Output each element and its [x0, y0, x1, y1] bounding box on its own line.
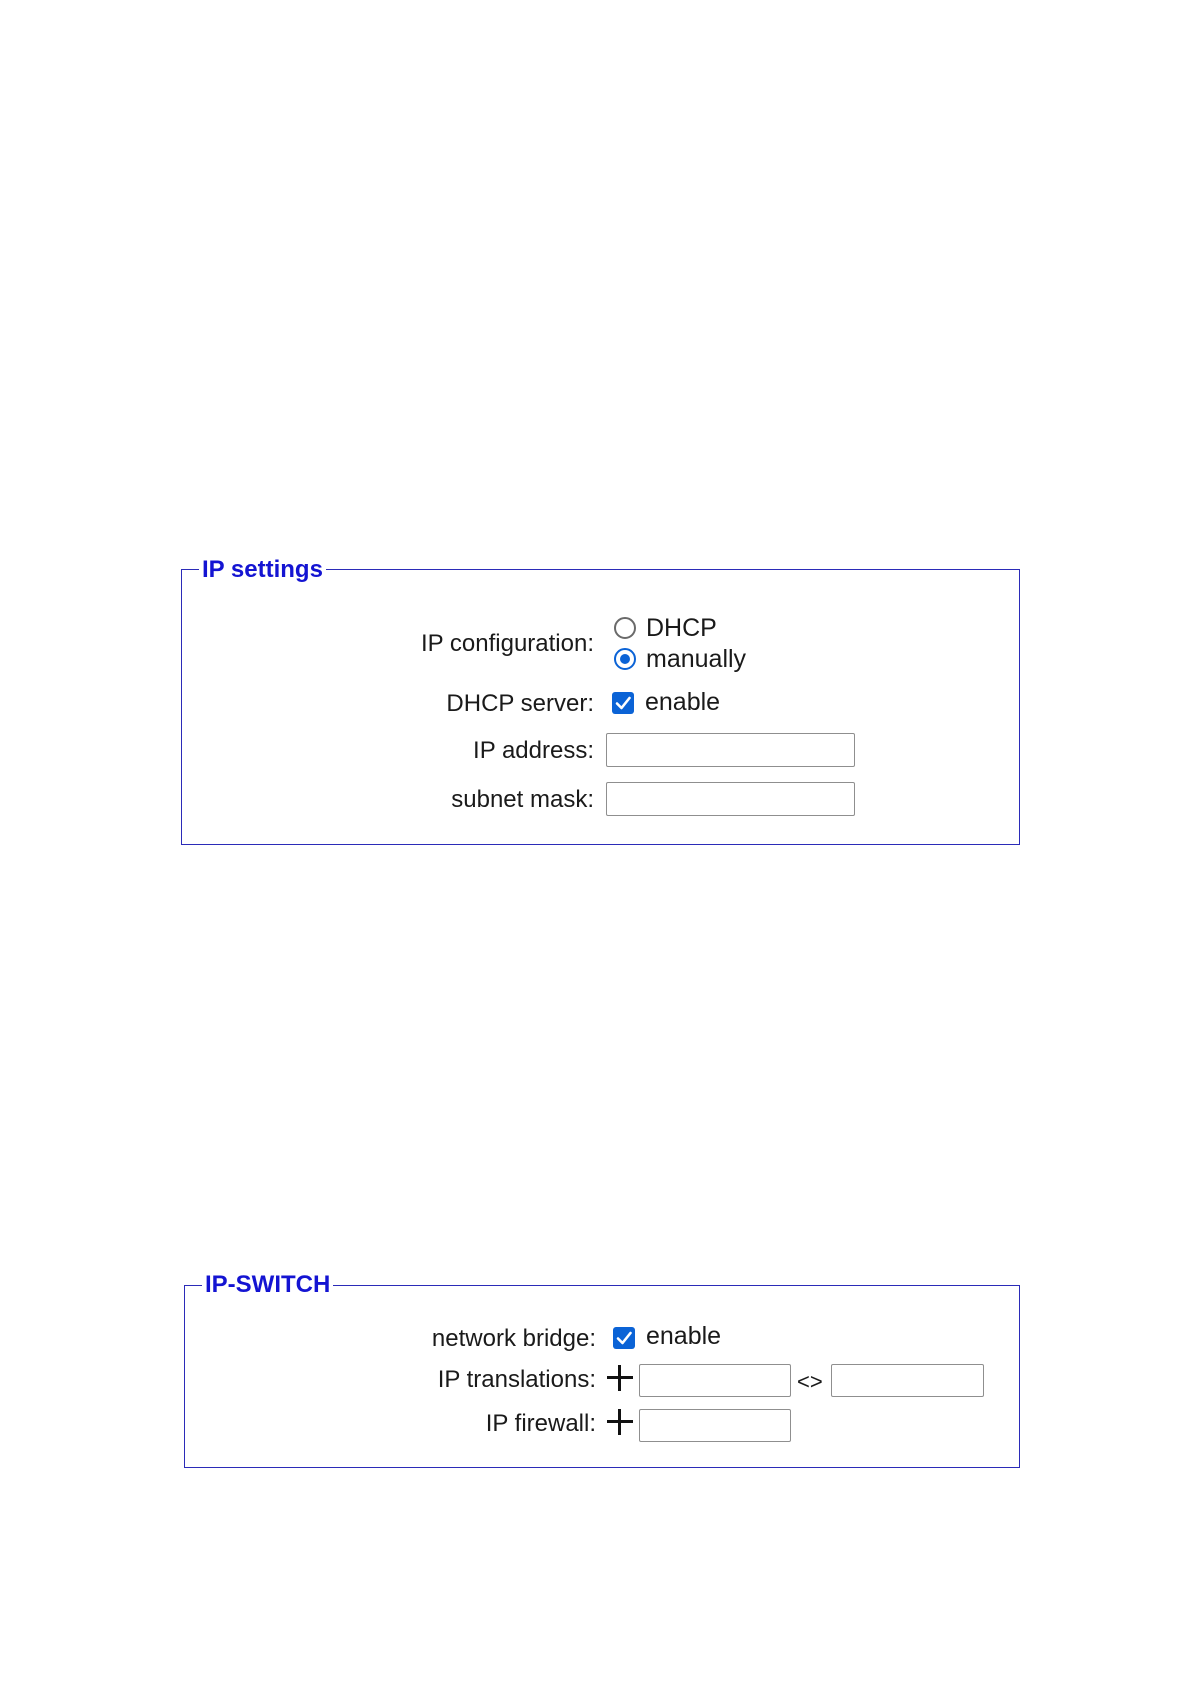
ip-translation-right-input[interactable] — [831, 1364, 984, 1397]
radio-manually-label[interactable]: manually — [646, 645, 747, 673]
checkmark-icon — [612, 692, 634, 714]
ip-switch-title: IP-SWITCH — [202, 1271, 333, 1299]
subnet-mask-input[interactable] — [606, 782, 855, 816]
network-bridge-label: network bridge: — [431, 1325, 596, 1352]
network-bridge-enable-label[interactable]: enable — [646, 1322, 722, 1350]
radio-dhcp-control[interactable] — [614, 617, 636, 639]
translation-separator: <> — [797, 1369, 823, 1394]
ip-translation-left-input[interactable] — [639, 1364, 791, 1397]
ip-address-input[interactable] — [606, 733, 855, 767]
radio-manually-control[interactable] — [614, 648, 636, 670]
ip-firewall-label: IP firewall: — [485, 1410, 596, 1437]
add-firewall-plus-icon[interactable] — [607, 1409, 633, 1435]
ip-address-label: IP address: — [473, 737, 594, 764]
radio-dhcp-label[interactable]: DHCP — [646, 614, 717, 642]
network-bridge-checkbox[interactable] — [613, 1327, 635, 1349]
ip-firewall-input[interactable] — [639, 1409, 791, 1442]
ip-settings-panel — [181, 569, 1020, 845]
add-translation-plus-icon[interactable] — [607, 1365, 633, 1391]
dhcp-server-label: DHCP server: — [446, 690, 594, 717]
dhcp-server-enable-label[interactable]: enable — [645, 688, 721, 716]
ip-settings-title: IP settings — [199, 556, 326, 584]
dhcp-server-checkbox[interactable] — [612, 692, 634, 714]
ip-configuration-label: IP configuration: — [420, 630, 594, 657]
subnet-mask-label: subnet mask: — [451, 786, 594, 813]
ip-translations-label: IP translations: — [437, 1366, 596, 1393]
checkmark-icon — [613, 1327, 635, 1349]
